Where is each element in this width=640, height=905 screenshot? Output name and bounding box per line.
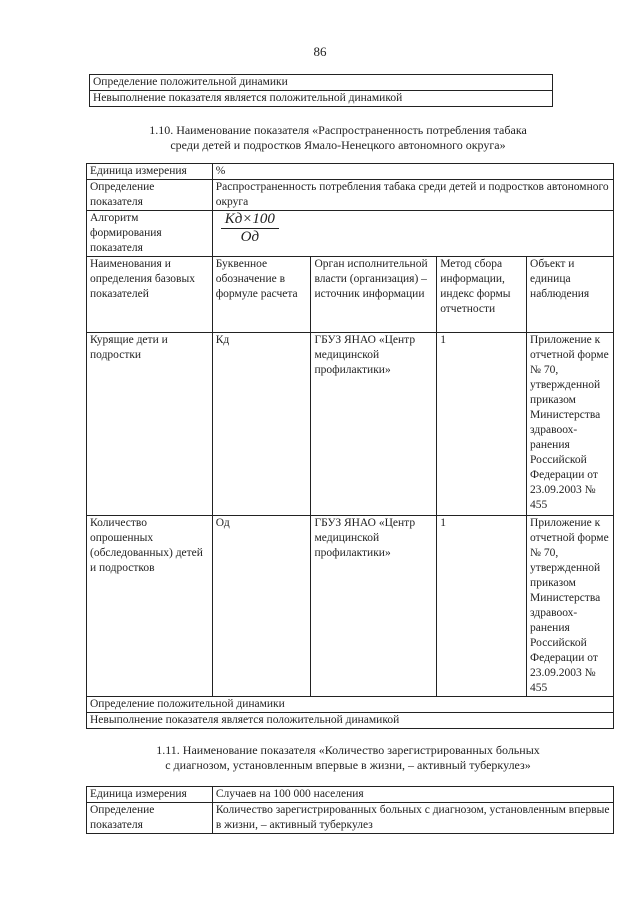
formula-denominator: Oд [240, 229, 260, 245]
header-source: Орган исполнительной власти (организация) – источник информации [311, 257, 437, 333]
unit-label-111: Единица измерения [87, 787, 213, 803]
formula [221, 211, 279, 246]
positive-dynamics: Определение положительной динамики [87, 697, 614, 713]
section-110-table [86, 163, 614, 729]
header-letter: Буквенное обозначение в формуле расчета [212, 257, 311, 333]
row-letter: Од [212, 516, 311, 697]
definition-label-111: Определение показателя [87, 803, 213, 834]
unit-label: Единица измерения [87, 164, 213, 180]
section-110-title-line1: 1.10. Наименование показателя «Распространенность потребления табака [149, 123, 527, 137]
section-110-title-line2: среди детей и подростков Ямало-Ненецкого автономного округа» [170, 138, 506, 152]
header-name: Наименования и определения базовых показателей [87, 257, 213, 333]
section-111-title-line2: с диагнозом, установленным впервые в жизни, – активный туберкулез» [165, 758, 531, 772]
row-source: ГБУЗ ЯНАО «Центр медицинской профилактики» [311, 333, 437, 516]
row-name: Курящие дети и подростки [87, 333, 213, 516]
section-111-table [86, 786, 614, 834]
row-method: 1 [437, 516, 527, 697]
formula-cell [212, 211, 613, 257]
top-non-fulfillment: Невыполнение показателя является положительной динамикой [90, 91, 553, 107]
top-positive-dynamics: Определение положительной динамики [90, 75, 553, 91]
formula-numerator: Kд×100 [221, 211, 279, 229]
definition-value-111: Количество зарегистрированных больных с диагнозом, установленным впервые в жизни, – активный туберкулез [212, 803, 613, 834]
row-object: Приложение к отчетной форме № 70, утвержденной приказом Министерства здравоох-ранения Российской Федерации от 23.09.2003 № 455 [527, 516, 614, 697]
row-method: 1 [437, 333, 527, 516]
algorithm-label: Алгоритм формирования показателя [87, 211, 213, 257]
section-111-title [0, 743, 640, 773]
section-110-title [0, 123, 640, 153]
header-method: Метод сбора информации, индекс формы отчетности [437, 257, 527, 333]
page-number: 86 [313, 44, 327, 59]
definition-value: Распространенность потребления табака среди детей и подростков автономного округа [212, 180, 613, 211]
unit-value: % [212, 164, 613, 180]
unit-value-111: Случаев на 100 000 населения [212, 787, 613, 803]
row-name: Количество опрошенных (обследованных) детей и подростков [87, 516, 213, 697]
row-source: ГБУЗ ЯНАО «Центр медицинской профилактики» [311, 516, 437, 697]
header-object: Объект и единица наблюдения [527, 257, 614, 333]
row-letter: Кд [212, 333, 311, 516]
row-object: Приложение к отчетной форме № 70, утвержденной приказом Министерства здравоох-ранения Российской Федерации от 23.09.2003 № 455 [527, 333, 614, 516]
top-table [89, 74, 553, 107]
table-row [87, 333, 614, 516]
table-row [87, 516, 614, 697]
definition-label: Определение показателя [87, 180, 213, 211]
section-111-title-line1: 1.11. Наименование показателя «Количество зарегистрированных больных [156, 743, 540, 757]
non-fulfillment: Невыполнение показателя является положительной динамикой [87, 713, 614, 729]
